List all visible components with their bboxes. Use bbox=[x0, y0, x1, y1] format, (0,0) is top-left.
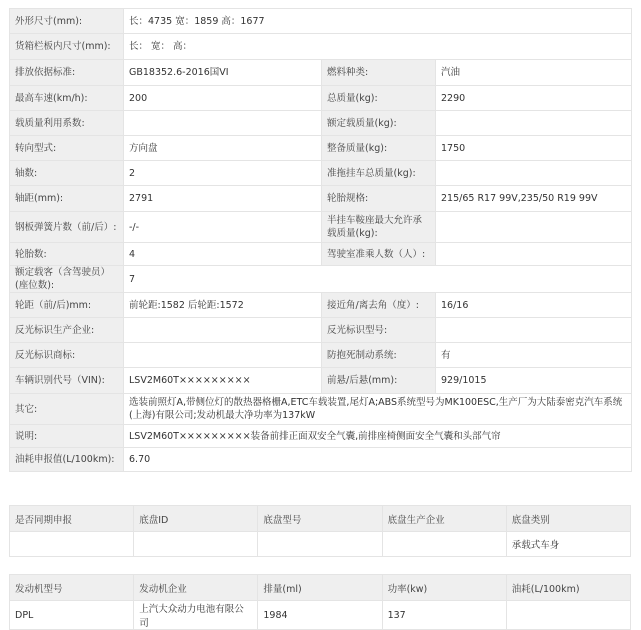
spec-value: -/- bbox=[124, 212, 322, 243]
spec-label: 钢板弹簧片数（前/后）: bbox=[10, 212, 124, 243]
engine-table-body bbox=[10, 601, 631, 630]
spec-value: 1750 bbox=[436, 136, 632, 161]
spec-row bbox=[10, 161, 632, 186]
engine-cell: 上汽大众动力电池有限公司 bbox=[134, 601, 258, 630]
spec-value: 2791 bbox=[124, 186, 322, 212]
engine-cell: 1984 bbox=[258, 601, 382, 630]
spec-table-body bbox=[10, 9, 632, 472]
spec-value bbox=[436, 212, 632, 243]
spec-value: 方向盘 bbox=[124, 136, 322, 161]
engine-column-header: 发动机型号 bbox=[10, 575, 134, 601]
chassis-table-body bbox=[10, 532, 631, 557]
spec-label: 燃料种类: bbox=[322, 60, 436, 86]
spec-value: 6.70 bbox=[124, 448, 632, 472]
engine-column-header: 排量(ml) bbox=[258, 575, 382, 601]
spec-value: 长： 宽： 高： bbox=[124, 34, 632, 60]
chassis-row bbox=[10, 532, 631, 557]
engine-cell: 137 bbox=[382, 601, 506, 630]
spec-value: 929/1015 bbox=[436, 368, 632, 394]
spec-value: 200 bbox=[124, 86, 322, 111]
chassis-table-header bbox=[10, 506, 631, 532]
spec-label: 排放依据标准: bbox=[10, 60, 124, 86]
spec-value: LSV2M60T×××××××××装备前排正面双安全气囊,前排座椅侧面安全气囊和头部气帘 bbox=[124, 425, 632, 448]
spec-row bbox=[10, 343, 632, 368]
spec-value: 2 bbox=[124, 161, 322, 186]
spec-value: 16/16 bbox=[436, 293, 632, 318]
spec-row bbox=[10, 318, 632, 343]
chassis-column-header: 底盘ID bbox=[134, 506, 258, 532]
spec-label: 轴距(mm): bbox=[10, 186, 124, 212]
engine-table-header bbox=[10, 575, 631, 601]
chassis-column-header: 底盘类别 bbox=[506, 506, 630, 532]
spec-row bbox=[10, 425, 632, 448]
spec-row bbox=[10, 60, 632, 86]
spec-row bbox=[10, 266, 632, 293]
spec-row bbox=[10, 9, 632, 34]
spec-label: 反光标识生产企业: bbox=[10, 318, 124, 343]
spec-value: 前轮距:1582 后轮距:1572 bbox=[124, 293, 322, 318]
spec-value bbox=[436, 161, 632, 186]
spec-label: 反光标识型号: bbox=[322, 318, 436, 343]
spec-label: 整备质量(kg): bbox=[322, 136, 436, 161]
spec-row bbox=[10, 186, 632, 212]
spec-label: 总质量(kg): bbox=[322, 86, 436, 111]
spec-row bbox=[10, 86, 632, 111]
spec-label: 前悬/后悬(mm): bbox=[322, 368, 436, 394]
spec-label: 货箱栏板内尺寸(mm): bbox=[10, 34, 124, 60]
spec-label: 轴数: bbox=[10, 161, 124, 186]
spec-row bbox=[10, 448, 632, 472]
spec-label: 防抱死制动系统: bbox=[322, 343, 436, 368]
spec-label: 接近角/离去角（度）: bbox=[322, 293, 436, 318]
spec-label: 半挂车鞍座最大允许承载质量(kg): bbox=[322, 212, 436, 243]
spec-label: 载质量利用系数: bbox=[10, 111, 124, 136]
spec-value bbox=[436, 111, 632, 136]
spec-value: 4 bbox=[124, 243, 322, 266]
spec-value: 长：4735 宽：1859 高：1677 bbox=[124, 9, 632, 34]
spec-value: 7 bbox=[124, 266, 632, 293]
spec-label: 驾驶室准乘人数（人）: bbox=[322, 243, 436, 266]
chassis-cell bbox=[382, 532, 506, 557]
engine-table bbox=[9, 574, 631, 630]
spec-label: 额定载客（含驾驶员）(座位数): bbox=[10, 266, 124, 293]
spec-row bbox=[10, 111, 632, 136]
spec-label: 油耗申报值(L/100km): bbox=[10, 448, 124, 472]
engine-column-header: 油耗(L/100km) bbox=[506, 575, 630, 601]
spec-row bbox=[10, 368, 632, 394]
spec-value: 2290 bbox=[436, 86, 632, 111]
spec-value: LSV2M60T××××××××× bbox=[124, 368, 322, 394]
spec-value bbox=[436, 243, 632, 266]
spec-value bbox=[124, 318, 322, 343]
spec-label: 轮距（前/后)mm: bbox=[10, 293, 124, 318]
spec-value: 有 bbox=[436, 343, 632, 368]
engine-column-header: 发动机企业 bbox=[134, 575, 258, 601]
spec-label: 准拖挂车总质量(kg): bbox=[322, 161, 436, 186]
spec-row bbox=[10, 293, 632, 318]
spec-label: 额定载质量(kg): bbox=[322, 111, 436, 136]
spec-value bbox=[124, 343, 322, 368]
spec-value bbox=[124, 111, 322, 136]
engine-cell: DPL bbox=[10, 601, 134, 630]
spec-label: 外形尺寸(mm): bbox=[10, 9, 124, 34]
chassis-column-header: 是否同期申报 bbox=[10, 506, 134, 532]
spec-row bbox=[10, 34, 632, 60]
engine-row bbox=[10, 601, 631, 630]
spec-value: 选装前照灯A,带侧位灯的散热器格栅A,ETC车载装置,尾灯A;ABS系统型号为MK100ESC,生产厂为大陆泰密克汽车系统(上海)有限公司;发动机最大净功率为137kW bbox=[124, 394, 632, 425]
spec-value: 215/65 R17 99V,235/50 R19 99V bbox=[436, 186, 632, 212]
spec-label: 车辆识别代号（VIN): bbox=[10, 368, 124, 394]
chassis-cell bbox=[134, 532, 258, 557]
spec-row bbox=[10, 136, 632, 161]
chassis-table bbox=[9, 505, 631, 557]
spec-label: 其它: bbox=[10, 394, 124, 425]
spec-label: 反光标识商标: bbox=[10, 343, 124, 368]
spec-label: 说明: bbox=[10, 425, 124, 448]
chassis-column-header: 底盘型号 bbox=[258, 506, 382, 532]
spec-label: 轮胎数: bbox=[10, 243, 124, 266]
chassis-cell bbox=[10, 532, 134, 557]
engine-column-header: 功率(kw) bbox=[382, 575, 506, 601]
spec-value: GB18352.6-2016国VI bbox=[124, 60, 322, 86]
spec-row bbox=[10, 243, 632, 266]
spec-value: 汽油 bbox=[436, 60, 632, 86]
spec-label: 轮胎规格: bbox=[322, 186, 436, 212]
chassis-cell: 承载式车身 bbox=[506, 532, 630, 557]
spec-value bbox=[436, 318, 632, 343]
engine-cell bbox=[506, 601, 630, 630]
spec-row bbox=[10, 394, 632, 425]
chassis-cell bbox=[258, 532, 382, 557]
chassis-column-header: 底盘生产企业 bbox=[382, 506, 506, 532]
spec-label: 最高车速(km/h): bbox=[10, 86, 124, 111]
spec-label: 转向型式: bbox=[10, 136, 124, 161]
spec-row bbox=[10, 212, 632, 243]
vehicle-spec-table bbox=[9, 8, 632, 472]
